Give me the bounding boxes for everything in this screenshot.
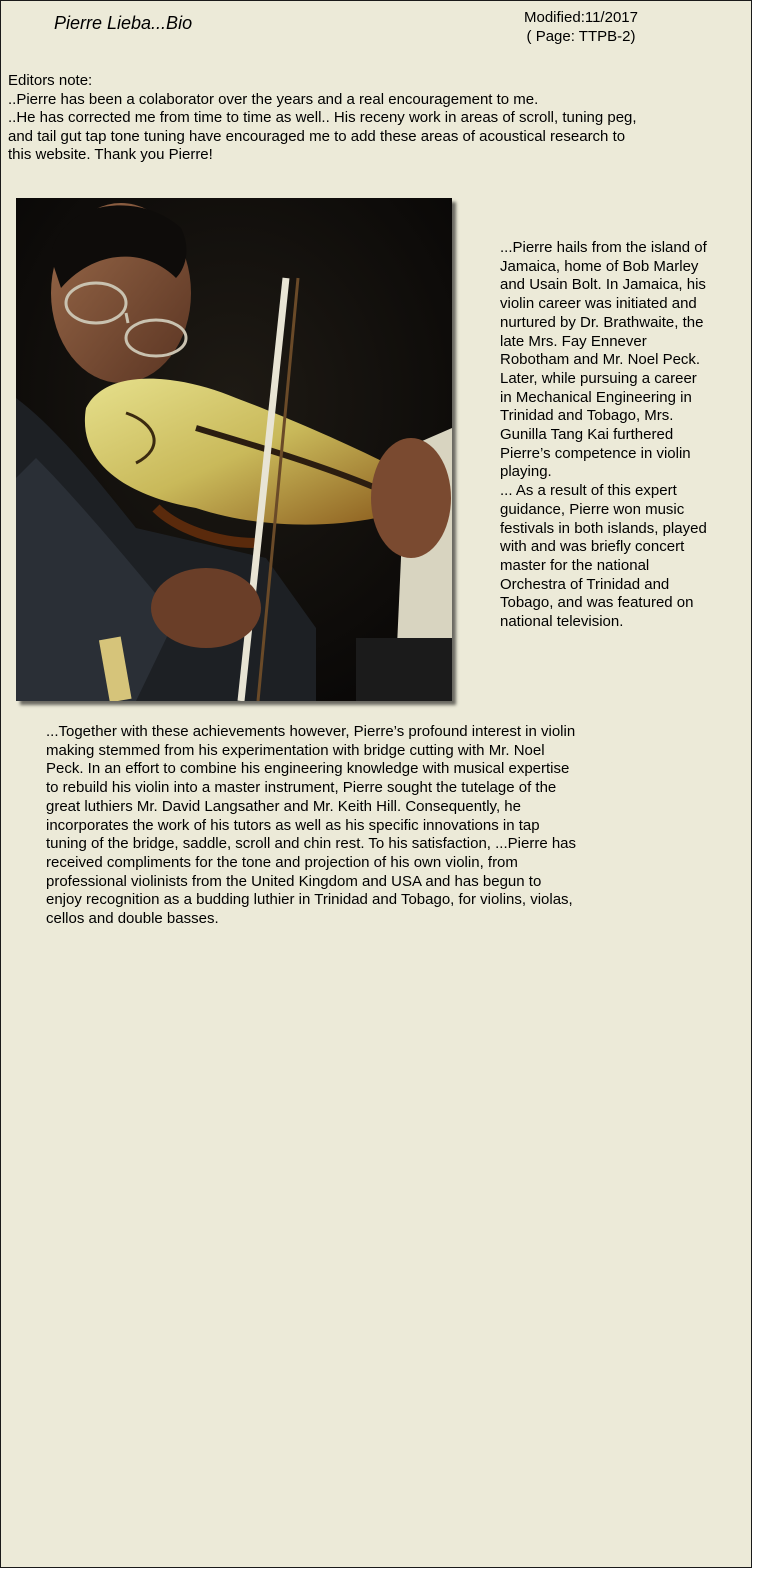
editors-note-heading: Editors note: xyxy=(8,72,93,89)
editors-note-line-1: ..Pierre has been a colaborator over the years and a real encouragement to me. xyxy=(8,90,539,108)
bio-paragraph-2: ... As a result of this expert guidance, Pierre won music festivals in both islands, played with and was briefly concert master for the national Orchestra of Trinidad and Tobago, and was featured on national television. xyxy=(500,482,707,631)
violinist-photo xyxy=(16,198,452,701)
bio-paragraph-1: ...Pierre hails from the island of Jamaica, home of Bob Marley and Usain Bolt. In Jamaica, his violin career was initiated and nurtured by Dr. Brathwaite, the late Mrs. Fay Ennever Robotham and Mr. Noel Peck. Later, while pursuing a career in Mechanical Engineering in Trinidad and Tobago, Mrs. Gunilla Tang Kai furthered Pierre’s competence in violin playing. xyxy=(500,239,707,481)
editors-note xyxy=(8,72,648,165)
modified-date: Modified:11/2017 xyxy=(524,9,638,26)
page-title: Pierre Lieba...Bio xyxy=(54,13,193,33)
editors-note-line-2: ..He has corrected me from time to time as well.. His receny work in areas of scroll, tuning peg, and tail gut tap tone tuning have encouraged me to add these areas of acoustical research to this website. Thank you Pierre! xyxy=(8,109,637,163)
bio-paragraph-3: ...Together with these achievements however, Pierre’s profound interest in violin making stemmed from his experimentation with bridge cutting with Mr. Noel Peck. In an effort to combine his engineering knowledge with musical expertise to rebuild his violin into a master instrument, Pierre sought the tutelage of the great luthiers Mr. David Langsather and Mr. Keith Hill. Consequently, he incorporates the work of his tutors as well as his specific innovations in tap tuning of the bridge, saddle, scroll and chin rest. To his satisfaction, ...Pierre has received compliments for the tone and projection of his own violin, from professional violinists from the United Kingdom and USA and has begun to enjoy recognition as a budding luthier in Trinidad and Tobago, for violins, violas, cellos and double basses. xyxy=(46,723,577,928)
page-code: ( Page: TTPB-2) xyxy=(526,28,636,45)
bio-main-column xyxy=(46,723,576,929)
modified-info xyxy=(481,8,681,46)
violinist-photo-illustration xyxy=(16,198,452,701)
bio-side-column xyxy=(500,239,710,632)
